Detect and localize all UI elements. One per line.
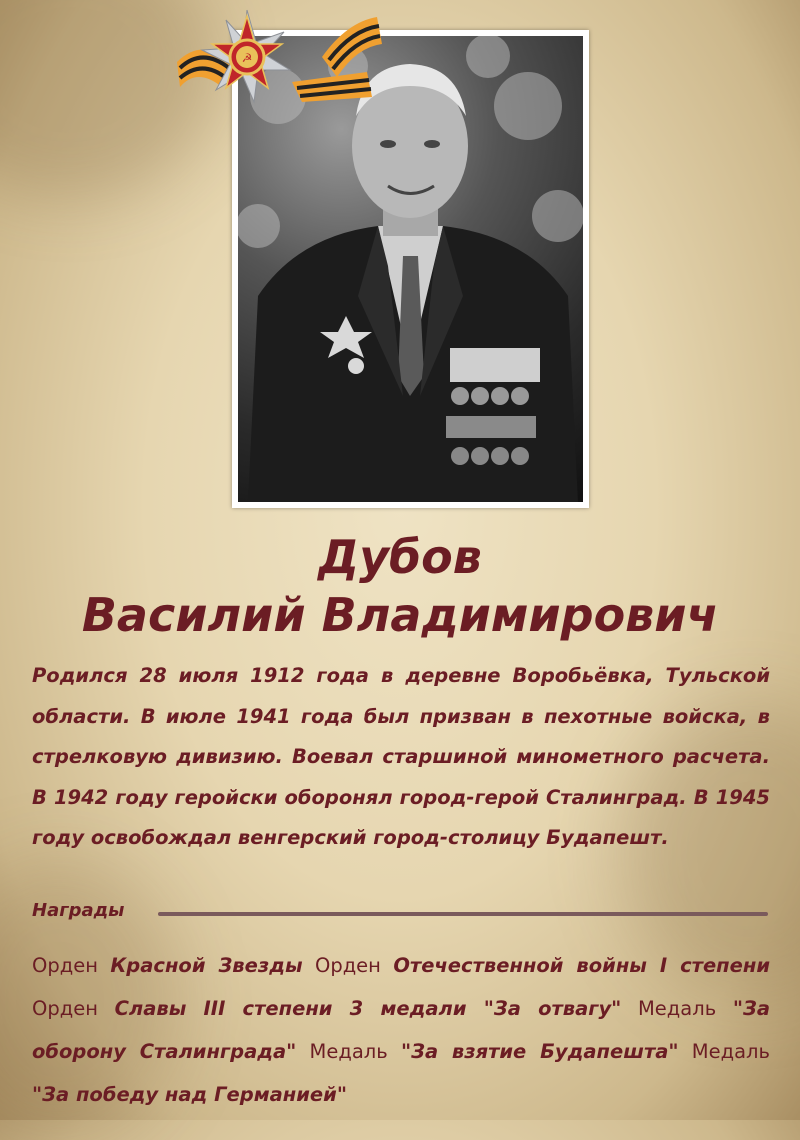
award-item: Орден Славы III степени 3 медали "За отвагу": [32, 997, 622, 1020]
awards-divider: [158, 912, 768, 916]
biography-text: Родился 28 июля 1912 года в деревне Воробьёвка, Тульской области. В июле 1941 года был призван в пехотные войска, в стрелковую дивизию. Воевал старшиной минометного расчета. В 1942 году геройски оборонял город-герой Сталинград. В 1945 году освобождал венгерский город-столицу Будапешт.: [32, 664, 770, 849]
award-item: Медаль "За оборону Сталинграда": [32, 997, 771, 1063]
award-item: Орден Отечественной войны I степени: [314, 954, 771, 977]
award-item: Медаль "За победу над Германией": [32, 1040, 770, 1106]
svg-text:☭: ☭: [241, 51, 253, 65]
given-name-heading: Василий Владимирович: [81, 588, 719, 642]
order-patriotic-war-emblem: [172, 2, 387, 127]
surname-heading: Дубов: [318, 530, 482, 584]
award-item: Медаль "За взятие Будапешта": [309, 1040, 679, 1063]
award-item: Орден Красной Звезды: [32, 954, 303, 977]
awards-heading: Награды: [32, 900, 125, 921]
st-george-ribbon-icon: [177, 17, 382, 102]
awards-list: [32, 944, 770, 1116]
